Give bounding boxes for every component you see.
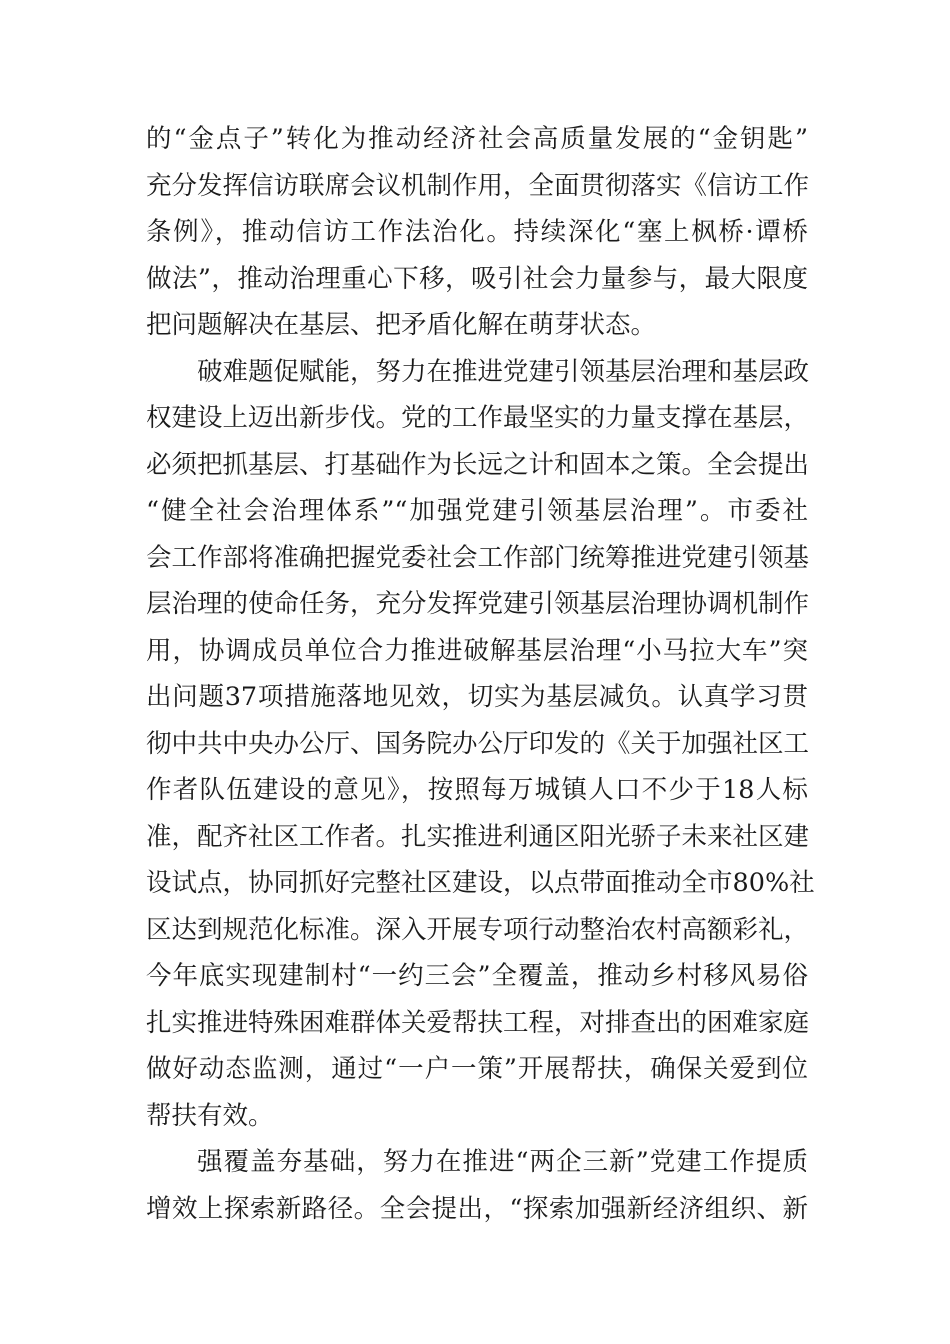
text-line: 区达到规范化标准。深入开展专项行动整治农村高额彩礼， bbox=[146, 914, 810, 945]
paragraph-start-line: 破难题促赋能，努力在推进党建引领基层治理和基层政 bbox=[197, 356, 810, 387]
text-line: 做好动态监测，通过“一户一策”开展帮扶，确保关爱到位 bbox=[146, 1054, 808, 1084]
text-line: 准，配齐社区工作者。扎实推进利通区阳光骄子未来社区建 bbox=[146, 821, 810, 852]
paragraph-start-line: 强覆盖夯基础，努力在推进“两企三新”党建工作提质 bbox=[197, 1147, 808, 1177]
text-line: 帮扶有效。 bbox=[146, 1100, 274, 1131]
text-line: 做法”，推动治理重心下移，吸引社会力量参与，最大限度 bbox=[146, 263, 808, 294]
text-line: 扎实推进特殊困难群体关爱帮扶工程，对排查出的困难家庭 bbox=[146, 1007, 810, 1038]
text-line: 条例》，推动信访工作法治化。持续深化“塞上枫桥·谭桥 bbox=[146, 217, 808, 247]
text-line: 把问题解决在基层、把矛盾化解在萌芽状态。 bbox=[146, 310, 657, 340]
text-line: 权建设上迈出新步伐。党的工作最坚实的力量支撑在基层， bbox=[146, 403, 810, 433]
text-line: 今年底实现建制村“一约三会”全覆盖，推动乡村移风易俗 bbox=[146, 961, 808, 991]
text-line: “健全社会治理体系”“加强党建引领基层治理”。市委社 bbox=[146, 496, 808, 526]
body-text bbox=[146, 116, 815, 1232]
text-line: 用，协调成员单位合力推进破解基层治理“小马拉大车”突 bbox=[146, 635, 808, 666]
text-line: 增效上探索新路径。全会提出，“探索加强新经济组织、新 bbox=[146, 1193, 808, 1224]
text-line: 层治理的使命任务，充分发挥党建引领基层治理协调机制作 bbox=[146, 589, 810, 619]
text-line: 作者队伍建设的意见》，按照每万城镇人口不少于18人标 bbox=[146, 775, 808, 805]
text-line: 会工作部将准确把握党委社会工作部门统筹推进党建引领基 bbox=[146, 542, 810, 573]
text-line: 充分发挥信访联席会议机制作用，全面贯彻落实《信访工作 bbox=[146, 170, 810, 201]
text-line: 设试点，协同抓好完整社区建设，以点带面推动全市80%社 bbox=[146, 868, 815, 898]
text-line: 必须把抓基层、打基础作为长远之计和固本之策。全会提出 bbox=[146, 449, 810, 480]
text-line: 彻中共中央办公厅、国务院办公厅印发的《关于加强社区工 bbox=[146, 728, 810, 759]
text-line: 出问题37项措施落地见效，切实为基层减负。认真学习贯 bbox=[146, 682, 808, 712]
text-line: 的“金点子”转化为推动经济社会高质量发展的“金钥匙” bbox=[146, 124, 808, 154]
